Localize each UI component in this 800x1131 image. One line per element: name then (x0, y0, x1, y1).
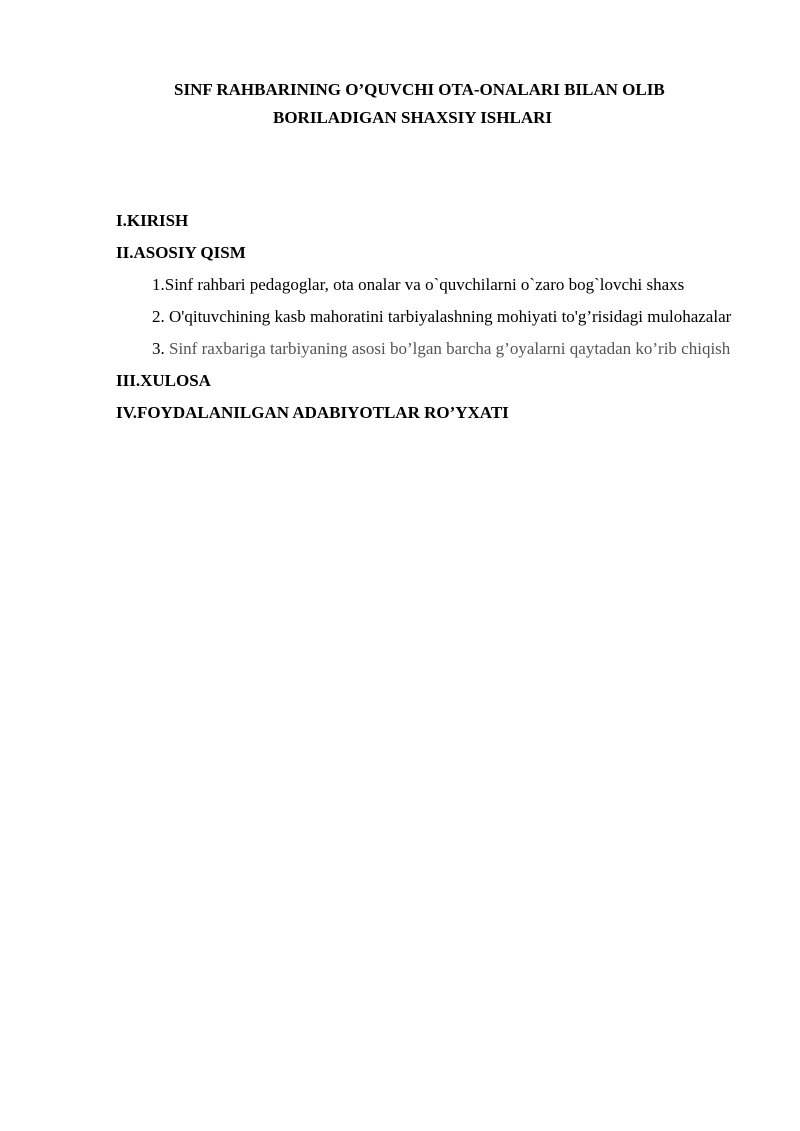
toc-item-3-text: Sinf raxbariga tarbiyaning asosi bo’lgan barcha g’oyalarni qaytadan ko’rib chiqish (169, 339, 731, 358)
title-line-1: SINF RAHBARINING O’QUVCHI OTA-ONALARI BILAN OLIB (174, 80, 665, 99)
toc-item-1: 1.Sinf rahbari pedagoglar, ota onalar va o`quvchilarni o`zaro bog`lovchi shaxs (152, 275, 685, 294)
toc-item-3-number: 3. (152, 339, 169, 358)
title-line-2: BORILADIGAN SHAXSIY ISHLARI (273, 108, 552, 127)
document-title (116, 76, 736, 132)
toc-conclusion: III.XULOSA (116, 371, 211, 390)
toc-introduction: I.KIRISH (116, 211, 189, 230)
table-of-contents (116, 205, 756, 429)
toc-references: IV.FOYDALANILGAN ADABIYOTLAR RO’YXATI (116, 403, 509, 422)
toc-item-3 (116, 333, 756, 365)
toc-main-part: II.ASOSIY QISM (116, 243, 246, 262)
toc-item-2: 2. O'qituvchining kasb mahoratini tarbiyalashning mohiyati to'g’risidagi mulohazalar (152, 307, 732, 326)
